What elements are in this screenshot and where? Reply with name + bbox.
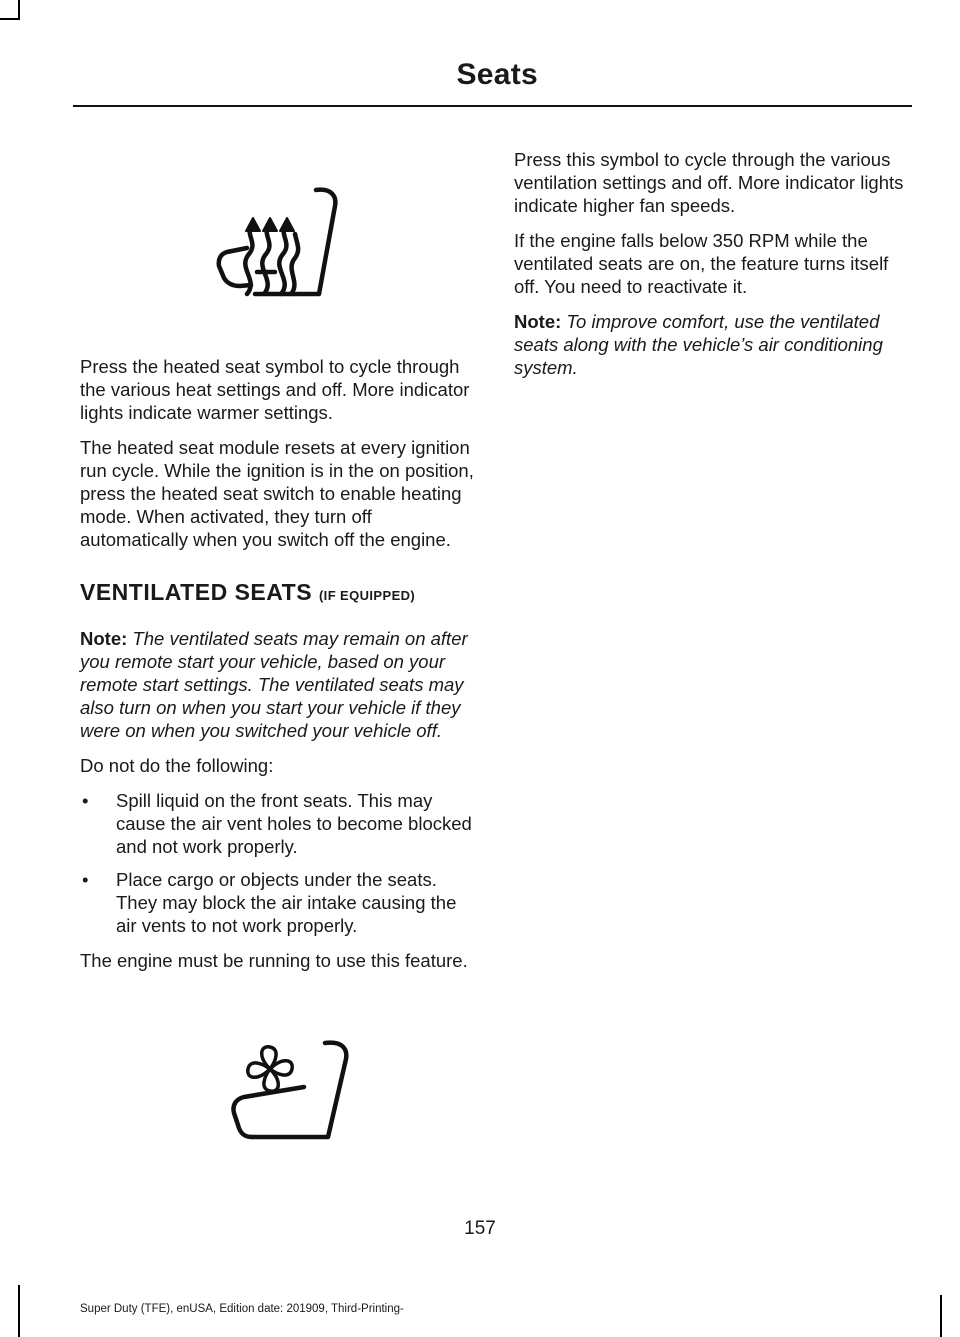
section-heading [80,581,475,607]
crop-mark [18,1285,20,1337]
right-column [514,148,909,391]
paragraph: The engine must be running to use this feature. [80,950,468,971]
section-suffix: (IF EQUIPPED) [318,588,416,603]
heated-seat-icon [215,182,350,307]
list-item [80,789,475,858]
list-intro: Do not do the following: [80,755,274,776]
bullet-glyph: • [82,869,89,890]
footer-edition: Super Duty (TFE), enUSA, Edition date: 201909, Third-Printing- [80,1303,404,1315]
page-number: 157 [464,1218,496,1239]
paragraph: The heated seat module resets at every ignition run cycle. While the ignition is in the on position, press the heated seat switch to enable heating mode. When activated, they turn off automatically when you switch off the engine. [80,437,474,550]
note-text: To improve comfort, use the ventilated seats along with the vehicle’s air conditioning system. [514,311,883,378]
header-rule [73,105,912,107]
section-title: VENTILATED SEATS [80,579,313,605]
bullet-glyph: • [82,790,89,811]
crop-mark [940,1295,942,1337]
crop-mark [0,18,20,20]
paragraph: If the engine falls below 350 RPM while the ventilated seats are on, the feature turns itself off. You need to reactivate it. [514,230,889,297]
paragraph: Press this symbol to cycle through the various ventilation settings and off. More indicator lights indicate higher fan speeds. [514,149,904,216]
note [514,310,909,379]
note-label: Note: [80,628,128,649]
note-text: The ventilated seats may remain on after you remote start your vehicle, based on your remote start settings. The ventilated seats may also turn on when you start your vehicle if they were on when you switched your vehicle off. [80,628,468,741]
list-item-text: Place cargo or objects under the seats. They may block the air intake causing the air vents to not work properly. [116,869,457,936]
crop-mark [18,0,20,20]
bullet-list [80,789,475,937]
note-label: Note: [514,311,562,332]
note [80,627,475,742]
left-column [80,355,475,984]
paragraph: Press the heated seat symbol to cycle through the various heat settings and off. More indicator lights indicate warmer settings. [80,356,470,423]
page-title: Seats [456,58,538,91]
list-item-text: Spill liquid on the front seats. This may cause the air vent holes to become blocked and not work properly. [116,790,472,857]
list-item [80,868,475,937]
ventilated-seat-icon [230,1037,355,1150]
